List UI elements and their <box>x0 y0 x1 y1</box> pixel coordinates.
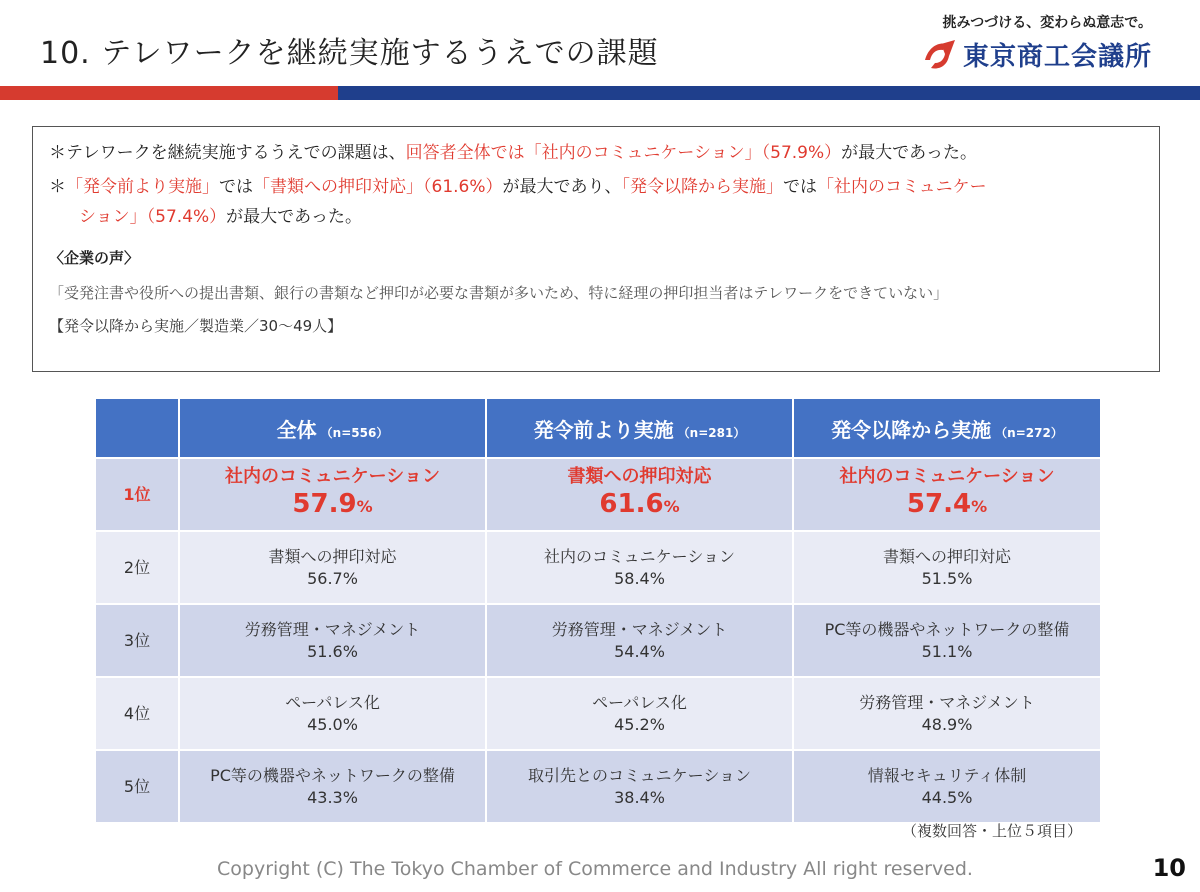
copyright-text: Copyright (C) The Tokyo Chamber of Commerce and Industry All right reserved. <box>217 858 973 880</box>
chamber-logo-icon <box>921 38 959 72</box>
table-cell: PC等の機器やネットワークの整備 51.1% <box>793 604 1101 677</box>
table-cell: 取引先とのコミュニケーション 38.4% <box>486 750 793 823</box>
table-header-row <box>95 398 1101 458</box>
summary-line-3: ション」（57.4%）が最大であった。 <box>79 207 363 227</box>
table-row <box>95 677 1101 750</box>
rank-label: 3位 <box>95 604 179 677</box>
table-cell: 社内のコミュニケーション 57.9% <box>179 458 486 531</box>
table-row <box>95 750 1101 823</box>
table-cell: ペーパレス化 45.2% <box>486 677 793 750</box>
table-cell: 社内のコミュニケーション 58.4% <box>486 531 793 604</box>
table-cell: 書類への押印対応 51.5% <box>793 531 1101 604</box>
header-col-before: 発令前より実施 （n=281） <box>486 398 793 458</box>
rank-label: 1位 <box>95 458 179 531</box>
page-title: 10. テレワークを継続実施するうえでの課題 <box>40 36 659 71</box>
table-cell: 書類への押印対応 56.7% <box>179 531 486 604</box>
table-cell: 労務管理・マネジメント 48.9% <box>793 677 1101 750</box>
rank-label: 5位 <box>95 750 179 823</box>
table-row <box>95 604 1101 677</box>
table-cell: ペーパレス化 45.0% <box>179 677 486 750</box>
rank-label: 4位 <box>95 677 179 750</box>
summary-line-2: ＊「発令前より実施」では「書類への押印対応」（61.6%）が最大であり、「発令以降から実施」では「社内のコミュニケー <box>49 177 987 197</box>
page-number: 10 <box>1152 854 1186 882</box>
voice-heading: 〈企業の声〉 <box>49 249 140 267</box>
table-row <box>95 458 1101 531</box>
table-cell: 労務管理・マネジメント 51.6% <box>179 604 486 677</box>
header-bar-red <box>0 86 338 100</box>
header-rank-cell <box>95 398 179 458</box>
summary-box <box>32 126 1160 372</box>
header-bar-blue <box>338 86 1200 100</box>
header-col-all: 全体 （n=556） <box>179 398 486 458</box>
voice-attribution: 【発令以降から実施／製造業／30〜49人】 <box>49 317 343 335</box>
header-col-after: 発令以降から実施 （n=272） <box>793 398 1101 458</box>
table-cell: 情報セキュリティ体制 44.5% <box>793 750 1101 823</box>
rank-label: 2位 <box>95 531 179 604</box>
table-cell: 労務管理・マネジメント 54.4% <box>486 604 793 677</box>
org-name: 東京商工会議所 <box>962 42 1152 72</box>
table-cell: 社内のコミュニケーション 57.4% <box>793 458 1101 531</box>
table-cell: 書類への押印対応 61.6% <box>486 458 793 531</box>
table-row <box>95 531 1101 604</box>
voice-quote: 「受発注書や役所への提出書類、銀行の書類など押印が必要な書類が多いため、特に経理の押印担当者はテレワークをできていない」 <box>49 284 949 302</box>
logo-tagline: 挑みつづける、変わらぬ意志で。 <box>942 15 1152 31</box>
ranking-table <box>94 397 1102 824</box>
table-cell: PC等の機器やネットワークの整備 43.3% <box>179 750 486 823</box>
summary-line-1: ＊テレワークを継続実施するうえでの課題は、回答者全体では「社内のコミュニケーション」（57.9%）が最大であった。 <box>49 143 977 163</box>
table-note: （複数回答・上位５項目） <box>901 822 1082 840</box>
org-logo <box>921 12 1152 73</box>
